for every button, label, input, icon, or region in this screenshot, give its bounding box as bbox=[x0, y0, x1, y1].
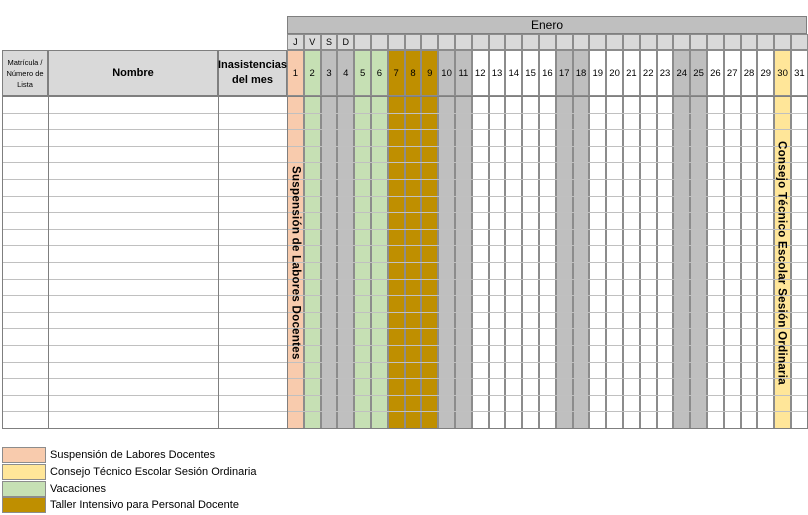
nombre-header bbox=[48, 50, 218, 96]
weekday-initial bbox=[438, 34, 455, 50]
inasistencias-cell[interactable] bbox=[218, 212, 287, 229]
inasistencias-cell[interactable] bbox=[218, 96, 287, 113]
inasistencias-cell[interactable] bbox=[218, 295, 287, 312]
nombre-cell[interactable] bbox=[48, 245, 218, 262]
weekday-initial: S bbox=[321, 34, 338, 50]
inasistencias-cell[interactable] bbox=[218, 245, 287, 262]
weekday-initial bbox=[472, 34, 489, 50]
weekday-initial: J bbox=[287, 34, 304, 50]
legend-label: Suspensión de Labores Docentes bbox=[50, 449, 216, 461]
suspension-annotation bbox=[287, 98, 304, 428]
day-number: 14 bbox=[505, 50, 522, 96]
nombre-cell[interactable] bbox=[48, 179, 218, 196]
matricula-cell[interactable] bbox=[2, 229, 48, 246]
inasistencias-cell[interactable] bbox=[218, 328, 287, 345]
matricula-cell[interactable] bbox=[2, 212, 48, 229]
weekday-initial bbox=[573, 34, 590, 50]
suspension-annotation-text: Suspensión de Labores Docentes bbox=[289, 166, 302, 360]
day-number: 1 bbox=[287, 50, 304, 96]
weekday-initial bbox=[421, 34, 438, 50]
legend-item-consejo bbox=[2, 464, 256, 480]
legend-label: Taller Intensivo para Personal Docente bbox=[50, 499, 239, 512]
nombre-cell[interactable] bbox=[48, 212, 218, 229]
nombre-cell[interactable] bbox=[48, 328, 218, 345]
day-number: 31 bbox=[791, 50, 808, 96]
weekday-initial bbox=[589, 34, 606, 50]
nombre-cell[interactable] bbox=[48, 395, 218, 412]
inasistencias-cell[interactable] bbox=[218, 345, 287, 362]
inasistencias-cell[interactable] bbox=[218, 411, 287, 428]
weekday-initial: D bbox=[337, 34, 354, 50]
day-number: 3 bbox=[321, 50, 338, 96]
inasistencias-cell[interactable] bbox=[218, 113, 287, 130]
consejo-annotation bbox=[773, 98, 790, 428]
day-number: 16 bbox=[539, 50, 556, 96]
nombre-cell[interactable] bbox=[48, 96, 218, 113]
matricula-cell[interactable] bbox=[2, 245, 48, 262]
weekday-initial bbox=[371, 34, 388, 50]
matricula-cell[interactable] bbox=[2, 362, 48, 379]
nombre-header-label: Nombre bbox=[112, 67, 154, 79]
weekday-initial bbox=[388, 34, 405, 50]
nombre-cell[interactable] bbox=[48, 229, 218, 246]
inasistencias-cell[interactable] bbox=[218, 229, 287, 246]
day-number: 13 bbox=[489, 50, 506, 96]
inasistencias-cell[interactable] bbox=[218, 395, 287, 412]
legend-label: Vacaciones bbox=[50, 482, 107, 495]
matricula-cell[interactable] bbox=[2, 312, 48, 329]
weekday-initial bbox=[640, 34, 657, 50]
nombre-cell[interactable] bbox=[48, 312, 218, 329]
nombre-cell[interactable] bbox=[48, 279, 218, 296]
nombre-cell[interactable] bbox=[48, 411, 218, 428]
matricula-cell[interactable] bbox=[2, 328, 48, 345]
matricula-cell[interactable] bbox=[2, 295, 48, 312]
matricula-cell[interactable] bbox=[2, 113, 48, 130]
matricula-header bbox=[2, 50, 48, 96]
row-divider bbox=[2, 428, 807, 429]
nombre-cell[interactable] bbox=[48, 113, 218, 130]
day-number: 8 bbox=[405, 50, 422, 96]
nombre-cell[interactable] bbox=[48, 345, 218, 362]
inasistencias-header-label: Inasistencias del mes bbox=[217, 59, 288, 86]
day-number: 18 bbox=[573, 50, 590, 96]
inasistencias-cell[interactable] bbox=[218, 146, 287, 163]
weekday-initial bbox=[724, 34, 741, 50]
nombre-cell[interactable] bbox=[48, 129, 218, 146]
day-number: 25 bbox=[690, 50, 707, 96]
weekday-initial bbox=[606, 34, 623, 50]
nombre-cell[interactable] bbox=[48, 262, 218, 279]
matricula-header-label: Matrícula / Número de Lista bbox=[6, 57, 44, 89]
inasistencias-cell[interactable] bbox=[218, 312, 287, 329]
matricula-cell[interactable] bbox=[2, 129, 48, 146]
weekday-initial bbox=[505, 34, 522, 50]
day-number: 28 bbox=[741, 50, 758, 96]
nombre-cell[interactable] bbox=[48, 295, 218, 312]
nombre-cell[interactable] bbox=[48, 196, 218, 213]
day-number: 11 bbox=[455, 50, 472, 96]
nombre-cell[interactable] bbox=[48, 162, 218, 179]
day-number: 30 bbox=[774, 50, 791, 96]
legend-swatch bbox=[2, 481, 46, 497]
weekday-initial bbox=[354, 34, 371, 50]
matricula-cell[interactable] bbox=[2, 196, 48, 213]
day-number: 2 bbox=[304, 50, 321, 96]
inasistencias-cell[interactable] bbox=[218, 129, 287, 146]
matricula-cell[interactable] bbox=[2, 279, 48, 296]
nombre-cell[interactable] bbox=[48, 146, 218, 163]
day-number: 9 bbox=[421, 50, 438, 96]
legend-label: Consejo Técnico Escolar Sesión Ordinaria bbox=[50, 465, 257, 478]
day-number: 20 bbox=[606, 50, 623, 96]
weekday-initial bbox=[489, 34, 506, 50]
month-header bbox=[287, 16, 807, 34]
day-number: 10 bbox=[438, 50, 455, 96]
day-number: 4 bbox=[337, 50, 354, 96]
weekday-initial bbox=[741, 34, 758, 50]
matricula-cell[interactable] bbox=[2, 411, 48, 428]
day-number: 22 bbox=[640, 50, 657, 96]
legend-swatch bbox=[2, 497, 46, 513]
legend-swatch bbox=[2, 447, 46, 463]
legend-swatch bbox=[2, 464, 46, 480]
day-number: 24 bbox=[673, 50, 690, 96]
day-number: 23 bbox=[657, 50, 674, 96]
weekday-initial bbox=[455, 34, 472, 50]
matricula-cell[interactable] bbox=[2, 179, 48, 196]
consejo-annotation-text: Consejo Técnico Escolar Sesión Ordinaria bbox=[775, 141, 788, 385]
weekday-initial bbox=[405, 34, 422, 50]
day-number: 7 bbox=[388, 50, 405, 96]
weekday-initial bbox=[707, 34, 724, 50]
day-number: 27 bbox=[724, 50, 741, 96]
legend-item-vacaciones bbox=[2, 481, 106, 497]
weekday-initial bbox=[539, 34, 556, 50]
inasistencias-cell[interactable] bbox=[218, 179, 287, 196]
weekday-initial bbox=[690, 34, 707, 50]
matricula-cell[interactable] bbox=[2, 146, 48, 163]
weekday-initial bbox=[791, 34, 808, 50]
day-number: 15 bbox=[522, 50, 539, 96]
inasistencias-cell[interactable] bbox=[218, 362, 287, 379]
day-number: 17 bbox=[556, 50, 573, 96]
day-number: 29 bbox=[757, 50, 774, 96]
matricula-cell[interactable] bbox=[2, 378, 48, 395]
inasistencias-header bbox=[218, 50, 287, 96]
day-number: 5 bbox=[354, 50, 371, 96]
inasistencias-cell[interactable] bbox=[218, 279, 287, 296]
matricula-cell[interactable] bbox=[2, 162, 48, 179]
inasistencias-cell[interactable] bbox=[218, 378, 287, 395]
matricula-cell[interactable] bbox=[2, 345, 48, 362]
inasistencias-cell[interactable] bbox=[218, 196, 287, 213]
weekday-initial bbox=[556, 34, 573, 50]
weekday-initial bbox=[522, 34, 539, 50]
matricula-cell[interactable] bbox=[2, 96, 48, 113]
weekday-initial bbox=[673, 34, 690, 50]
weekday-initial bbox=[774, 34, 791, 50]
day-number: 12 bbox=[472, 50, 489, 96]
weekday-initial bbox=[623, 34, 640, 50]
weekday-initial bbox=[757, 34, 774, 50]
inasistencias-cell[interactable] bbox=[218, 162, 287, 179]
inasistencias-cell[interactable] bbox=[218, 262, 287, 279]
legend-item-suspension bbox=[2, 447, 215, 463]
legend-item-taller bbox=[2, 497, 239, 513]
day-number: 6 bbox=[371, 50, 388, 96]
nombre-cell[interactable] bbox=[48, 378, 218, 395]
weekday-initial: V bbox=[304, 34, 321, 50]
matricula-cell[interactable] bbox=[2, 262, 48, 279]
weekday-initial bbox=[657, 34, 674, 50]
nombre-cell[interactable] bbox=[48, 362, 218, 379]
day-number: 19 bbox=[589, 50, 606, 96]
day-number: 26 bbox=[707, 50, 724, 96]
month-label: Enero bbox=[530, 18, 564, 32]
day-number: 21 bbox=[623, 50, 640, 96]
matricula-cell[interactable] bbox=[2, 395, 48, 412]
